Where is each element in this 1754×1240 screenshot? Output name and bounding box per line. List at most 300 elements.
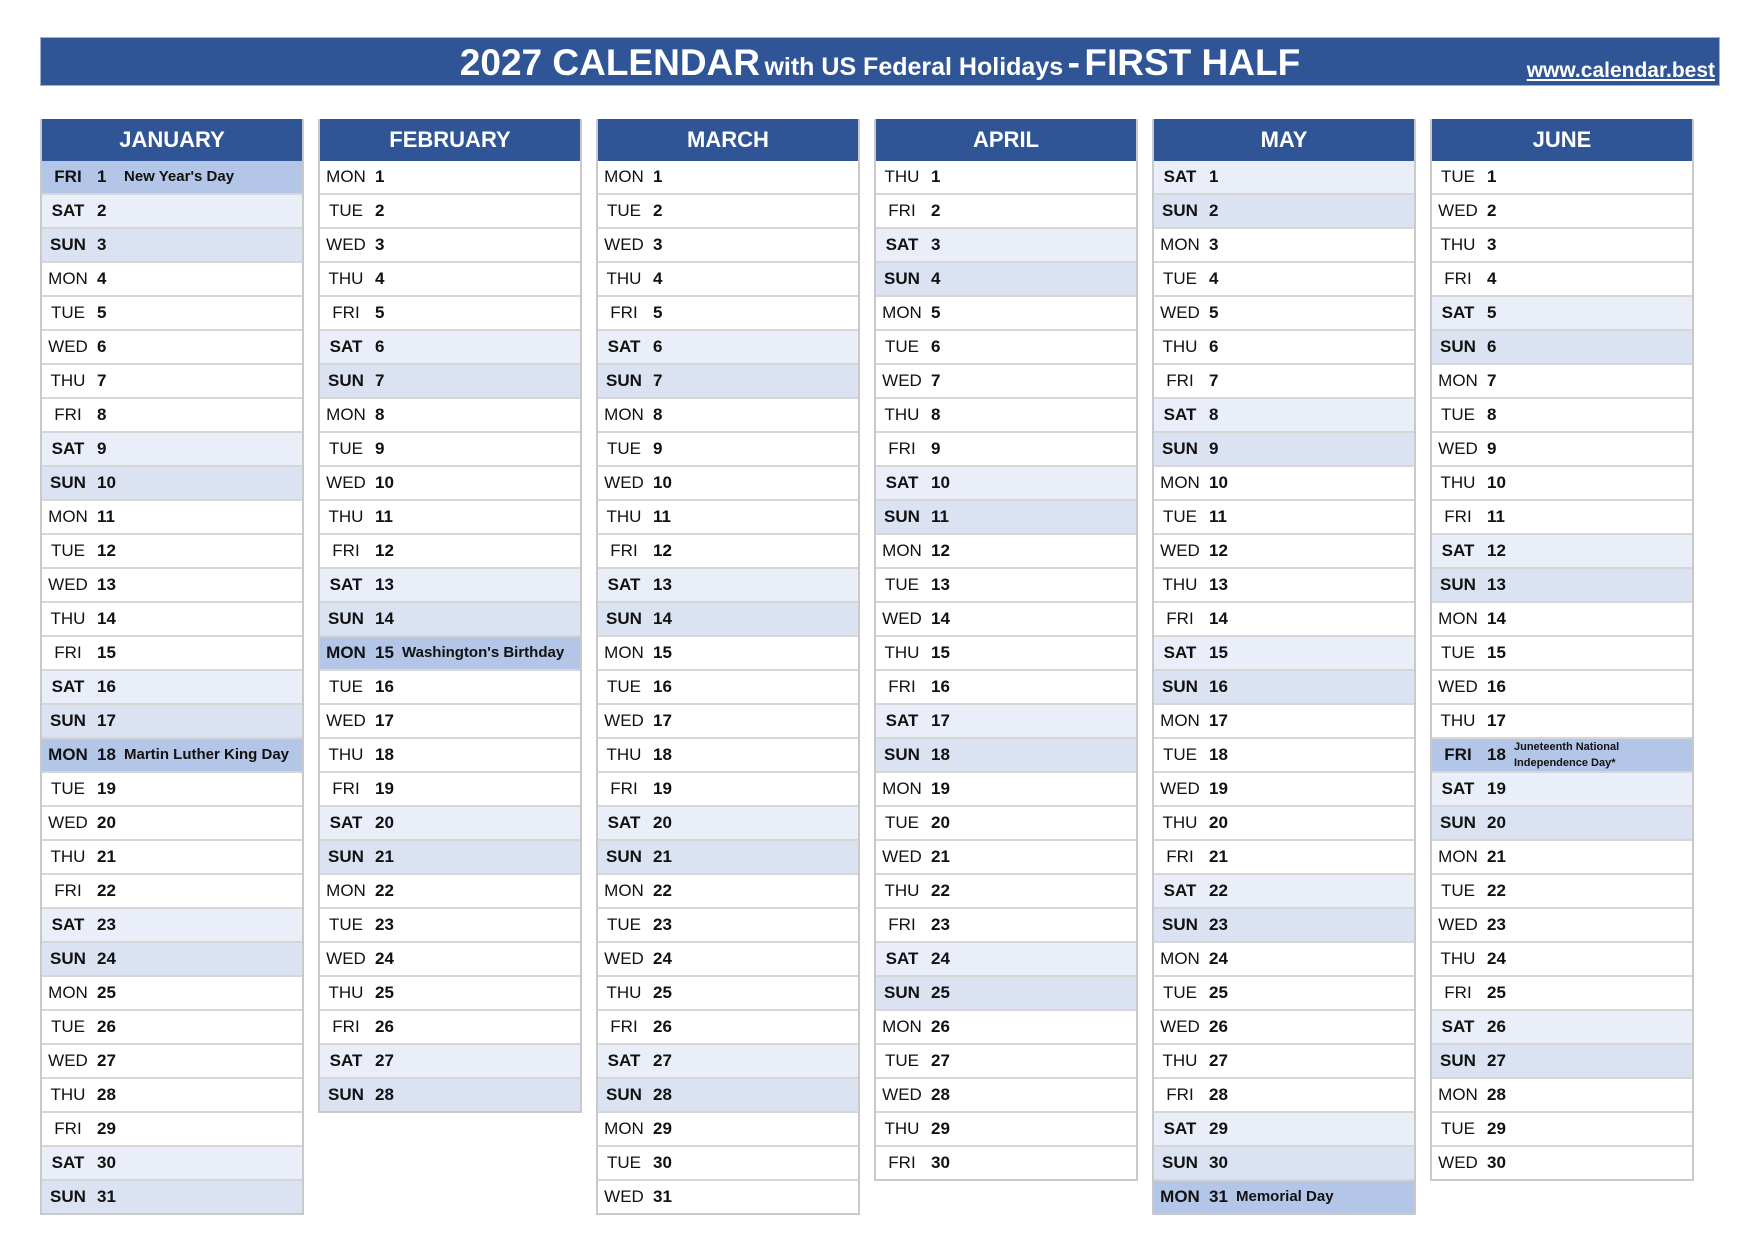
weekday-label: TUE <box>885 813 919 832</box>
weekday-label: TUE <box>607 439 641 458</box>
day-row <box>1154 467 1414 501</box>
day-row <box>876 909 1136 943</box>
day-number: 22 <box>375 881 394 900</box>
weekday-label: THU <box>328 745 364 764</box>
day-number: 4 <box>931 269 941 288</box>
day-row <box>42 875 302 909</box>
day-row <box>1432 1147 1692 1179</box>
day-row <box>42 671 302 705</box>
day-row <box>876 433 1136 467</box>
day-number: 9 <box>375 439 385 458</box>
weekday-label: FRI <box>1444 269 1472 288</box>
day-number: 15 <box>375 643 394 662</box>
month-header: FEBRUARY <box>320 119 580 161</box>
day-row <box>320 705 580 739</box>
weekday-label: TUE <box>51 303 85 322</box>
day-row <box>1154 229 1414 263</box>
day-number: 10 <box>931 473 950 492</box>
day-number: 27 <box>1487 1051 1506 1070</box>
weekday-label: THU <box>884 881 920 900</box>
weekday-label: THU <box>50 847 86 866</box>
day-number: 7 <box>97 371 107 390</box>
day-row <box>598 977 858 1011</box>
day-row <box>320 977 580 1011</box>
day-number: 5 <box>1209 303 1219 322</box>
day-number: 30 <box>1487 1153 1506 1172</box>
day-number: 11 <box>375 507 393 526</box>
weekday-label: TUE <box>1163 269 1197 288</box>
holiday-row <box>42 739 302 773</box>
day-number: 28 <box>931 1085 950 1104</box>
weekday-label: TUE <box>885 337 919 356</box>
day-row <box>1432 501 1692 535</box>
weekday-label: SAT <box>1163 405 1197 424</box>
day-row <box>876 1079 1136 1113</box>
day-number: 10 <box>1209 473 1228 492</box>
weekday-label: MON <box>1160 473 1200 492</box>
day-row <box>598 773 858 807</box>
day-row <box>1154 671 1414 705</box>
weekday-label: TUE <box>1441 643 1475 662</box>
day-number: 12 <box>653 541 672 560</box>
day-number: 26 <box>931 1017 950 1036</box>
day-row <box>876 603 1136 637</box>
day-row <box>1154 535 1414 569</box>
weekday-label: SAT <box>1441 303 1475 322</box>
day-number: 18 <box>97 745 116 764</box>
day-number: 1 <box>375 167 385 186</box>
day-row <box>1154 195 1414 229</box>
day-number: 19 <box>931 779 950 798</box>
weekday-label: SAT <box>329 813 363 832</box>
weekday-label: TUE <box>607 677 641 696</box>
weekday-label: SAT <box>885 949 919 968</box>
weekday-label: MON <box>1160 949 1200 968</box>
day-row <box>1432 297 1692 331</box>
weekday-label: MON <box>882 1017 922 1036</box>
day-number: 1 <box>1209 167 1219 186</box>
weekday-label: MON <box>48 269 88 288</box>
day-row <box>876 943 1136 977</box>
day-row <box>876 569 1136 603</box>
weekday-label: SAT <box>1441 779 1475 798</box>
weekday-label: SAT <box>885 235 919 254</box>
weekday-label: SUN <box>884 983 920 1002</box>
weekday-label: MON <box>1438 371 1478 390</box>
weekday-label: MON <box>326 643 366 662</box>
day-row <box>320 943 580 977</box>
weekday-label: FRI <box>332 779 360 798</box>
day-row <box>320 841 580 875</box>
day-row <box>320 331 580 365</box>
day-number: 1 <box>97 167 107 186</box>
day-row <box>42 807 302 841</box>
weekday-label: MON <box>882 779 922 798</box>
day-row <box>1154 909 1414 943</box>
day-number: 4 <box>653 269 663 288</box>
day-number: 19 <box>653 779 672 798</box>
day-row <box>876 195 1136 229</box>
day-number: 11 <box>97 507 115 526</box>
day-row <box>876 331 1136 365</box>
day-number: 18 <box>1209 745 1228 764</box>
day-row <box>876 1045 1136 1079</box>
weekday-label: SUN <box>50 949 86 968</box>
day-number: 10 <box>375 473 394 492</box>
weekday-label: FRI <box>332 1017 360 1036</box>
weekday-label: SUN <box>1440 1051 1476 1070</box>
day-number: 1 <box>653 167 663 186</box>
day-number: 31 <box>97 1187 116 1206</box>
weekday-label: MON <box>1160 235 1200 254</box>
day-number: 10 <box>653 473 672 492</box>
weekday-label: SUN <box>1440 575 1476 594</box>
day-number: 1 <box>1487 167 1497 186</box>
day-number: 26 <box>97 1017 116 1036</box>
weekday-label: SAT <box>607 1051 641 1070</box>
day-row <box>598 943 858 977</box>
day-number: 22 <box>653 881 672 900</box>
weekday-label: TUE <box>1163 983 1197 1002</box>
weekday-label: WED <box>1438 439 1478 458</box>
day-number: 31 <box>653 1187 672 1206</box>
day-number: 20 <box>1209 813 1228 832</box>
day-row <box>1432 331 1692 365</box>
day-row <box>320 433 580 467</box>
day-number: 10 <box>1487 473 1506 492</box>
weekday-label: SUN <box>328 609 364 628</box>
title-half: FIRST HALF <box>1084 42 1301 83</box>
weekday-label: SUN <box>884 745 920 764</box>
day-number: 25 <box>653 983 672 1002</box>
weekday-label: TUE <box>885 1051 919 1070</box>
day-number: 25 <box>375 983 394 1002</box>
day-row <box>42 501 302 535</box>
day-number: 14 <box>931 609 950 628</box>
day-row <box>598 535 858 569</box>
day-number: 26 <box>653 1017 672 1036</box>
weekday-label: WED <box>326 235 366 254</box>
day-row <box>42 535 302 569</box>
weekday-label: FRI <box>1166 609 1194 628</box>
day-row <box>1154 263 1414 297</box>
weekday-label: FRI <box>54 167 82 186</box>
day-row <box>1154 161 1414 195</box>
day-row <box>876 671 1136 705</box>
weekday-label: SUN <box>1162 1153 1198 1172</box>
weekday-label: FRI <box>332 541 360 560</box>
day-number: 2 <box>1209 201 1219 220</box>
day-number: 17 <box>653 711 672 730</box>
month-june <box>1430 119 1694 1181</box>
day-number: 14 <box>375 609 394 628</box>
day-row <box>320 229 580 263</box>
weekday-label: SAT <box>1441 541 1475 560</box>
weekday-label: TUE <box>329 201 363 220</box>
day-number: 28 <box>1209 1085 1228 1104</box>
day-row <box>320 399 580 433</box>
day-number: 19 <box>375 779 394 798</box>
day-number: 13 <box>97 575 116 594</box>
weekday-label: FRI <box>1166 1085 1194 1104</box>
day-row <box>320 739 580 773</box>
weekday-label: THU <box>50 609 86 628</box>
day-row <box>1154 705 1414 739</box>
weekday-label: WED <box>326 473 366 492</box>
day-row <box>598 603 858 637</box>
day-row <box>1154 977 1414 1011</box>
holiday-row <box>320 637 580 671</box>
day-row <box>876 773 1136 807</box>
day-number: 21 <box>1487 847 1506 866</box>
weekday-label: SAT <box>1163 881 1197 900</box>
day-number: 2 <box>931 201 941 220</box>
weekday-label: MON <box>1438 1085 1478 1104</box>
weekday-label: THU <box>1440 949 1476 968</box>
day-row <box>320 909 580 943</box>
day-number: 29 <box>97 1119 116 1138</box>
day-row <box>320 875 580 909</box>
day-row <box>42 399 302 433</box>
day-row <box>1432 909 1692 943</box>
weekday-label: THU <box>1440 711 1476 730</box>
day-row <box>598 807 858 841</box>
weekday-label: THU <box>328 507 364 526</box>
weekday-label: MON <box>48 507 88 526</box>
weekday-label: THU <box>1162 1051 1198 1070</box>
day-row <box>1154 1113 1414 1147</box>
weekday-label: TUE <box>607 201 641 220</box>
day-row <box>598 263 858 297</box>
weekday-label: WED <box>1160 779 1200 798</box>
day-row <box>1432 671 1692 705</box>
day-number: 3 <box>1487 235 1497 254</box>
weekday-label: SUN <box>50 473 86 492</box>
day-number: 19 <box>1209 779 1228 798</box>
day-row <box>1154 297 1414 331</box>
day-row <box>1154 841 1414 875</box>
day-row <box>876 535 1136 569</box>
holiday-name: Washington's Birthday <box>402 644 565 661</box>
weekday-label: SAT <box>1441 1017 1475 1036</box>
weekday-label: TUE <box>329 677 363 696</box>
weekday-label: WED <box>48 337 88 356</box>
day-row <box>42 331 302 365</box>
day-row <box>1154 943 1414 977</box>
day-row <box>876 399 1136 433</box>
weekday-label: FRI <box>1444 745 1472 764</box>
day-row <box>42 637 302 671</box>
weekday-label: MON <box>1438 847 1478 866</box>
day-row <box>598 501 858 535</box>
weekday-label: SAT <box>329 337 363 356</box>
day-row <box>42 909 302 943</box>
holiday-row <box>1432 739 1692 773</box>
weekday-label: THU <box>1162 813 1198 832</box>
day-number: 18 <box>1487 745 1506 764</box>
day-row <box>1154 433 1414 467</box>
day-number: 27 <box>375 1051 394 1070</box>
day-row <box>1154 807 1414 841</box>
weekday-label: TUE <box>885 575 919 594</box>
day-row <box>42 773 302 807</box>
day-row <box>320 1011 580 1045</box>
holiday-name: Martin Luther King Day <box>124 746 290 763</box>
day-number: 9 <box>931 439 941 458</box>
day-number: 24 <box>1487 949 1506 968</box>
day-row <box>598 331 858 365</box>
holiday-row <box>42 161 302 195</box>
weekday-label: THU <box>606 269 642 288</box>
day-number: 19 <box>1487 779 1506 798</box>
day-row <box>1154 1147 1414 1181</box>
day-number: 17 <box>931 711 950 730</box>
weekday-label: SAT <box>51 201 85 220</box>
website-link[interactable]: www.calendar.best <box>1526 59 1715 82</box>
weekday-label: WED <box>48 575 88 594</box>
day-number: 9 <box>97 439 107 458</box>
day-row <box>598 841 858 875</box>
day-number: 17 <box>97 711 116 730</box>
day-row <box>1432 263 1692 297</box>
day-number: 30 <box>97 1153 116 1172</box>
weekday-label: THU <box>606 507 642 526</box>
day-number: 2 <box>375 201 385 220</box>
holiday-name: Memorial Day <box>1236 1188 1334 1205</box>
day-number: 22 <box>1209 881 1228 900</box>
weekday-label: SUN <box>1162 201 1198 220</box>
day-row <box>320 365 580 399</box>
day-number: 4 <box>1487 269 1497 288</box>
weekday-label: FRI <box>54 643 82 662</box>
weekday-label: SAT <box>885 711 919 730</box>
month-header: JUNE <box>1432 119 1692 161</box>
day-number: 2 <box>97 201 107 220</box>
day-number: 26 <box>1209 1017 1228 1036</box>
holiday-name: Juneteenth National Independence Day* <box>1514 741 1620 769</box>
weekday-label: SUN <box>328 371 364 390</box>
day-number: 20 <box>375 813 394 832</box>
weekday-label: FRI <box>610 779 638 798</box>
month-january <box>40 119 304 1215</box>
weekday-label: MON <box>604 881 644 900</box>
title-year: 2027 CALENDAR <box>459 42 760 83</box>
day-row <box>876 263 1136 297</box>
weekday-label: MON <box>48 745 88 764</box>
day-number: 13 <box>1209 575 1228 594</box>
day-number: 3 <box>931 235 941 254</box>
month-april <box>874 119 1138 1181</box>
day-number: 3 <box>1209 235 1219 254</box>
day-number: 24 <box>931 949 950 968</box>
day-number: 6 <box>1487 337 1497 356</box>
day-row <box>1432 841 1692 875</box>
day-number: 16 <box>653 677 672 696</box>
weekday-label: WED <box>1160 1017 1200 1036</box>
day-number: 7 <box>931 371 941 390</box>
day-row <box>876 297 1136 331</box>
day-row <box>1432 569 1692 603</box>
day-row <box>320 161 580 195</box>
month-header: MAY <box>1154 119 1414 161</box>
day-row <box>1432 433 1692 467</box>
day-number: 15 <box>97 643 116 662</box>
weekday-label: WED <box>604 235 644 254</box>
day-number: 26 <box>375 1017 394 1036</box>
weekday-label: MON <box>1160 711 1200 730</box>
weekday-label: THU <box>50 371 86 390</box>
day-number: 29 <box>1487 1119 1506 1138</box>
day-number: 23 <box>97 915 116 934</box>
weekday-label: TUE <box>1441 405 1475 424</box>
day-number: 15 <box>1487 643 1506 662</box>
weekday-label: SAT <box>51 1153 85 1172</box>
day-number: 12 <box>1209 541 1228 560</box>
weekday-label: SAT <box>329 1051 363 1070</box>
day-number: 3 <box>653 235 663 254</box>
day-row <box>42 1147 302 1181</box>
day-number: 1 <box>931 167 941 186</box>
day-row <box>1432 399 1692 433</box>
day-number: 6 <box>97 337 107 356</box>
day-number: 12 <box>1487 541 1506 560</box>
day-number: 8 <box>931 405 941 424</box>
day-row <box>320 195 580 229</box>
day-row <box>598 467 858 501</box>
day-row <box>598 365 858 399</box>
title-subtitle: with US Federal Holidays <box>764 53 1064 81</box>
day-number: 15 <box>653 643 672 662</box>
day-row <box>876 637 1136 671</box>
weekday-label: SAT <box>51 439 85 458</box>
day-number: 25 <box>931 983 950 1002</box>
weekday-label: SUN <box>606 847 642 866</box>
weekday-label: TUE <box>329 915 363 934</box>
holiday-row <box>1154 1181 1414 1213</box>
day-row <box>876 1011 1136 1045</box>
weekday-label: THU <box>884 167 920 186</box>
day-number: 14 <box>1487 609 1506 628</box>
day-row <box>876 841 1136 875</box>
weekday-label: THU <box>884 405 920 424</box>
weekday-label: SUN <box>328 847 364 866</box>
weekday-label: THU <box>328 983 364 1002</box>
weekday-label: SUN <box>1440 813 1476 832</box>
day-number: 26 <box>1487 1017 1506 1036</box>
day-number: 17 <box>1487 711 1506 730</box>
day-number: 28 <box>97 1085 116 1104</box>
day-row <box>598 1181 858 1213</box>
day-row <box>1154 603 1414 637</box>
weekday-label: SUN <box>50 1187 86 1206</box>
day-row <box>1432 637 1692 671</box>
day-number: 9 <box>1209 439 1219 458</box>
day-row <box>598 671 858 705</box>
day-number: 9 <box>1487 439 1497 458</box>
day-number: 17 <box>1209 711 1228 730</box>
weekday-label: WED <box>48 1051 88 1070</box>
day-row <box>42 977 302 1011</box>
title-bar <box>40 37 1720 86</box>
weekday-label: WED <box>326 711 366 730</box>
day-row <box>876 467 1136 501</box>
weekday-label: THU <box>606 745 642 764</box>
weekday-label: SAT <box>51 915 85 934</box>
weekday-label: WED <box>604 1187 644 1206</box>
day-number: 11 <box>1487 507 1505 526</box>
weekday-label: SUN <box>606 371 642 390</box>
weekday-label: THU <box>328 269 364 288</box>
